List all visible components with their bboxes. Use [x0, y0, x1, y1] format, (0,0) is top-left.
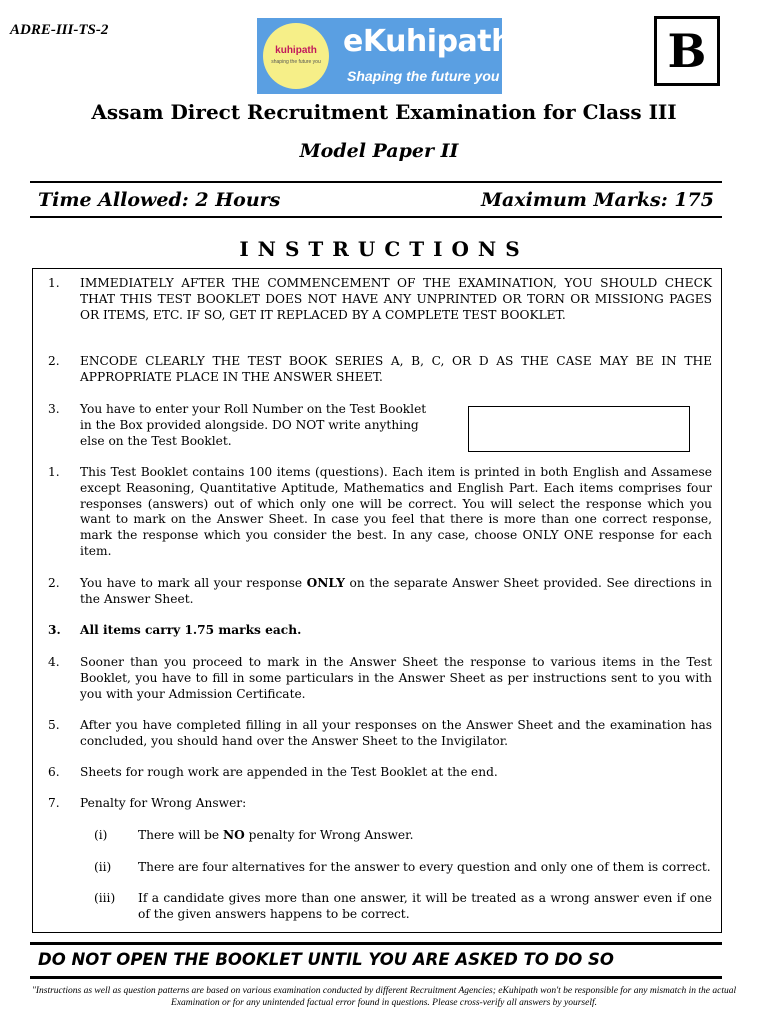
item-number: 1.: [48, 465, 60, 479]
item-number: 7.: [48, 796, 60, 810]
divider-bottom: [30, 216, 722, 218]
warning-rule-bottom: [30, 976, 722, 979]
item-number: 4.: [48, 655, 60, 669]
instructions-heading: INSTRUCTIONS: [239, 237, 529, 261]
divider-top: [30, 181, 722, 183]
subitem-number: (ii): [94, 860, 112, 874]
emphasis-only: ONLY: [306, 576, 345, 590]
subitem-text: There are four alternatives for the answer to every question and only one of them is correct.: [138, 860, 711, 874]
item-text: Penalty for Wrong Answer:: [80, 796, 247, 810]
ekuhipath-logo: [257, 18, 512, 94]
booklet-code: ADRE-III-TS-2: [10, 22, 109, 38]
item-text: You have to mark all your response ONLY on the separate Answer Sheet provided. See directions in the Answer Sheet.: [80, 576, 712, 606]
warning-rule-top: [30, 942, 722, 945]
item-number: 3.: [48, 623, 61, 637]
series-box: B: [654, 16, 720, 86]
item-text: Sooner than you proceed to mark in the Answer Sheet the response to various items in the Test Booklet, you have to fill in some particulars in the Answer Sheet as per instructions sent to you with you with your Admission Certificate.: [80, 655, 712, 701]
subitem-text: If a candidate gives more than one answer, it will be treated as a wrong answer even if one of the given answers happens to be correct.: [138, 891, 712, 921]
item-number: 5.: [48, 718, 60, 732]
item-text: IMMEDIATELY AFTER THE COMMENCEMENT OF THE EXAMINATION, YOU SHOULD CHECK THAT THIS TEST BOOKLET DOES NOT HAVE ANY UNPRINTED OR TORN OR MISSIONG PAGES OR ITEMS, ETC. IF SO, GET IT REPLACED BY A COMPLETE TEST BOOKLET.: [80, 276, 712, 322]
logo-tagline: Shaping the future you: [347, 68, 500, 84]
item-number: 2.: [48, 576, 60, 590]
item-text: ENCODE CLEARLY THE TEST BOOK SERIES A, B, C, OR D AS THE CASE MAY BE IN THE APPROPRIATE PLACE IN THE ANSWER SHEET.: [80, 354, 712, 384]
subitem-number: (iii): [94, 891, 116, 905]
disclaimer-footer: "Instructions as well as question patterns are based on various examination conducted by different Recruitment Agencies; eKuhipath won't be responsible for any mismatch in the actual Examination or for any unintended factual error found in questions. Please cross-verify all answers by yourself.: [31, 986, 737, 1008]
subitem-text: There will be NO penalty for Wrong Answer.: [138, 828, 414, 842]
paper-subtitle: Model Paper II: [299, 140, 459, 162]
item-number: 2.: [48, 354, 60, 368]
subitem-number: (i): [94, 828, 108, 842]
time-allowed: Time Allowed: 2 Hours: [38, 189, 281, 211]
logo-emblem-tagline: shaping the future you: [271, 59, 321, 65]
item-number: 3.: [48, 402, 60, 416]
exam-title: Assam Direct Recruitment Examination for Class III: [91, 100, 677, 124]
item-text: This Test Booklet contains 100 items (questions). Each item is printed in both English and Assamese except Reasoning, Quantitative Aptitude, Mathematics and English Part. Each items comprises four responses (answers) out of which only one will be correct. You will select the response which you want to mark on the Answer Sheet. In case you feel that there is more than one correct response, mark the response which you consider the best. In any case, choose ONLY ONE response for each item.: [80, 465, 712, 558]
item-text: All items carry 1.75 marks each.: [80, 623, 302, 637]
logo-emblem-text: kuhipath: [275, 45, 317, 56]
item-text: Sheets for rough work are appended in the Test Booklet at the end.: [80, 765, 498, 779]
item-number: 1.: [48, 276, 60, 290]
item-text: You have to enter your Roll Number on the Test Booklet in the Box provided alongside. DO NOT write anything else on the Test Booklet.: [80, 402, 427, 448]
emphasis-no: NO: [223, 828, 245, 842]
roll-number-box: [468, 406, 690, 452]
logo-brand: eKuhipath: [343, 24, 512, 59]
item-text: After you have completed filling in all your responses on the Answer Sheet and the examination has concluded, you should hand over the Answer Sheet to the Invigilator.: [80, 718, 712, 748]
logo-emblem: [263, 23, 329, 89]
item-number: 6.: [48, 765, 60, 779]
do-not-open-warning: DO NOT OPEN THE BOOKLET UNTIL YOU ARE ASKED TO DO SO: [38, 950, 614, 969]
maximum-marks: Maximum Marks: 175: [480, 189, 714, 211]
